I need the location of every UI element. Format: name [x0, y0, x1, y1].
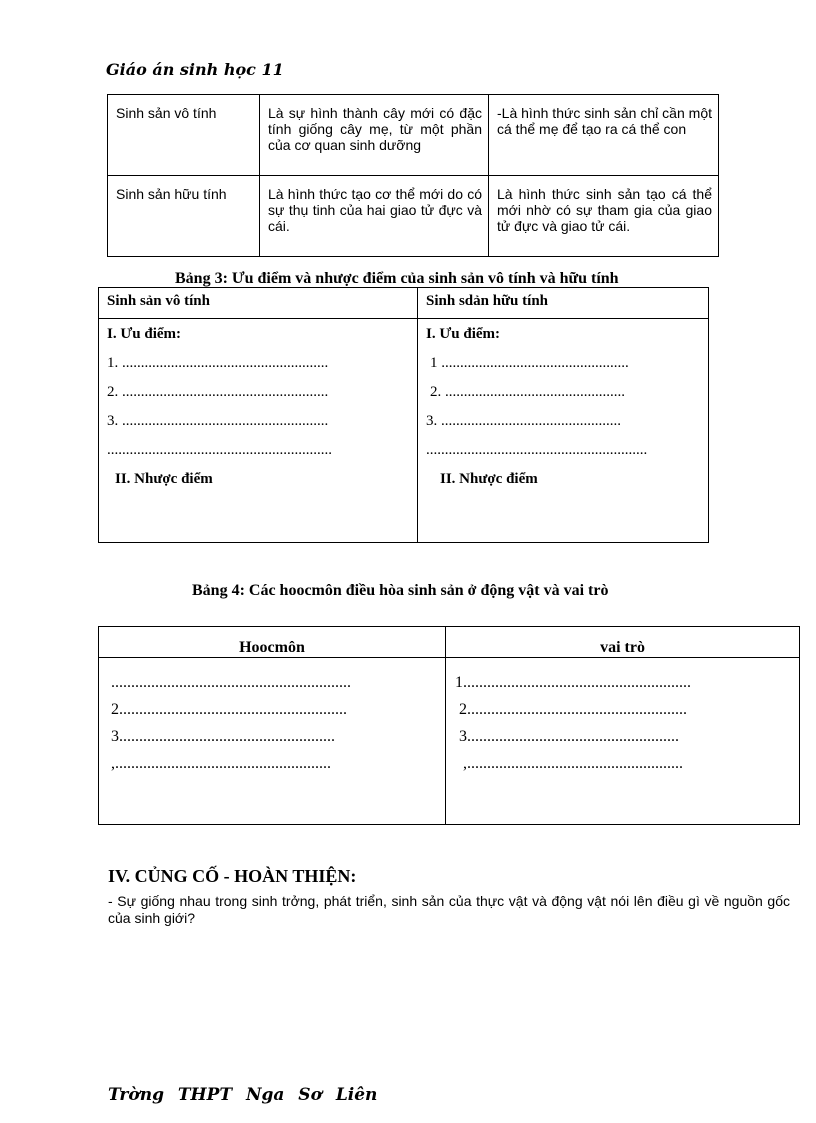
blank-line: ,...................................................... [463, 755, 683, 772]
asexual-column [107, 293, 407, 494]
comparison-table [107, 94, 719, 257]
blank-line: 3...................................................... [111, 728, 335, 745]
advantages-title: I. Ưu điểm: [107, 326, 182, 342]
column-header-hormone: Hoocmôn [239, 639, 305, 656]
table-cell-note: Là hình thức sinh sản tạo cá thể mới nhờ có sự tham gia của giao tử đực và giao tử cái. [489, 176, 719, 257]
column-header: Sinh sản vô tính [107, 293, 210, 309]
blank-line: ,...................................................... [111, 755, 331, 772]
blank-line: 2. ....................................................... [107, 384, 329, 400]
column-divider [417, 288, 418, 542]
blank-line: 3. ....................................................... [107, 413, 329, 429]
blank-line: 1. ....................................................... [107, 355, 329, 371]
table-row [108, 95, 719, 176]
blank-line: ........................................................... [426, 442, 648, 458]
blank-line: ............................................................ [107, 442, 332, 458]
table-cell-term: Sinh sản vô tính [108, 95, 260, 176]
document-header: Giáo án sinh học 11 [106, 60, 284, 79]
table-cell-note: -Là hình thức sinh sản chỉ cần một cá thể mẹ để tạo ra cá thể con [489, 95, 719, 176]
section-question: - Sự giống nhau trong sinh trởng, phát triển, sinh sản của thực vật và động vật nói lên điều gì về nguồn gốc của sinh giới? [108, 893, 790, 926]
document-footer: Trờng THPT Nga Sơ Liên [108, 1085, 378, 1105]
role-column [455, 669, 795, 777]
blank-line: ............................................................ [111, 674, 351, 691]
disadvantages-title: II. Nhược điểm [115, 471, 213, 487]
advantages-title: I. Ưu điểm: [426, 326, 501, 342]
section-title: IV. CỦNG CỐ - HOÀN THIỆN: [108, 866, 357, 886]
table-cell-definition: Là sự hình thành cây mới có đặc tính giống cây mẹ, từ một phần của cơ quan sinh dưỡng [260, 95, 489, 176]
table-cell-term: Sinh sản hữu tính [108, 176, 260, 257]
column-header: Sinh sdản hữu tính [426, 293, 548, 309]
disadvantages-title: II. Nhược điểm [440, 471, 538, 487]
column-header-role: vai trò [600, 639, 645, 656]
blank-line: 1......................................................... [455, 674, 691, 691]
table-row [108, 176, 719, 257]
hormone-table [98, 626, 800, 825]
blank-line: 2......................................................... [111, 701, 347, 718]
table-cell-definition: Là hình thức tạo cơ thể mới do có sự thụ tinh của hai giao tử đực và cái. [260, 176, 489, 257]
blank-line: 1 .................................................. [430, 355, 629, 371]
blank-line: 3..................................................... [459, 728, 679, 745]
table3-caption: Bảng 3: Ưu điểm và nhược điểm của sinh sản vô tính và hữu tính [175, 270, 619, 287]
header-divider [99, 657, 799, 658]
sexual-column [426, 293, 704, 494]
table4-caption: Bảng 4: Các hoocmôn điều hòa sinh sản ở động vật và vai trò [192, 582, 609, 599]
pros-cons-table [98, 287, 709, 543]
blank-line: 2....................................................... [459, 701, 687, 718]
blank-line: 3. ................................................ [426, 413, 621, 429]
blank-line: 2. ................................................ [430, 384, 625, 400]
hormone-column [111, 669, 431, 777]
